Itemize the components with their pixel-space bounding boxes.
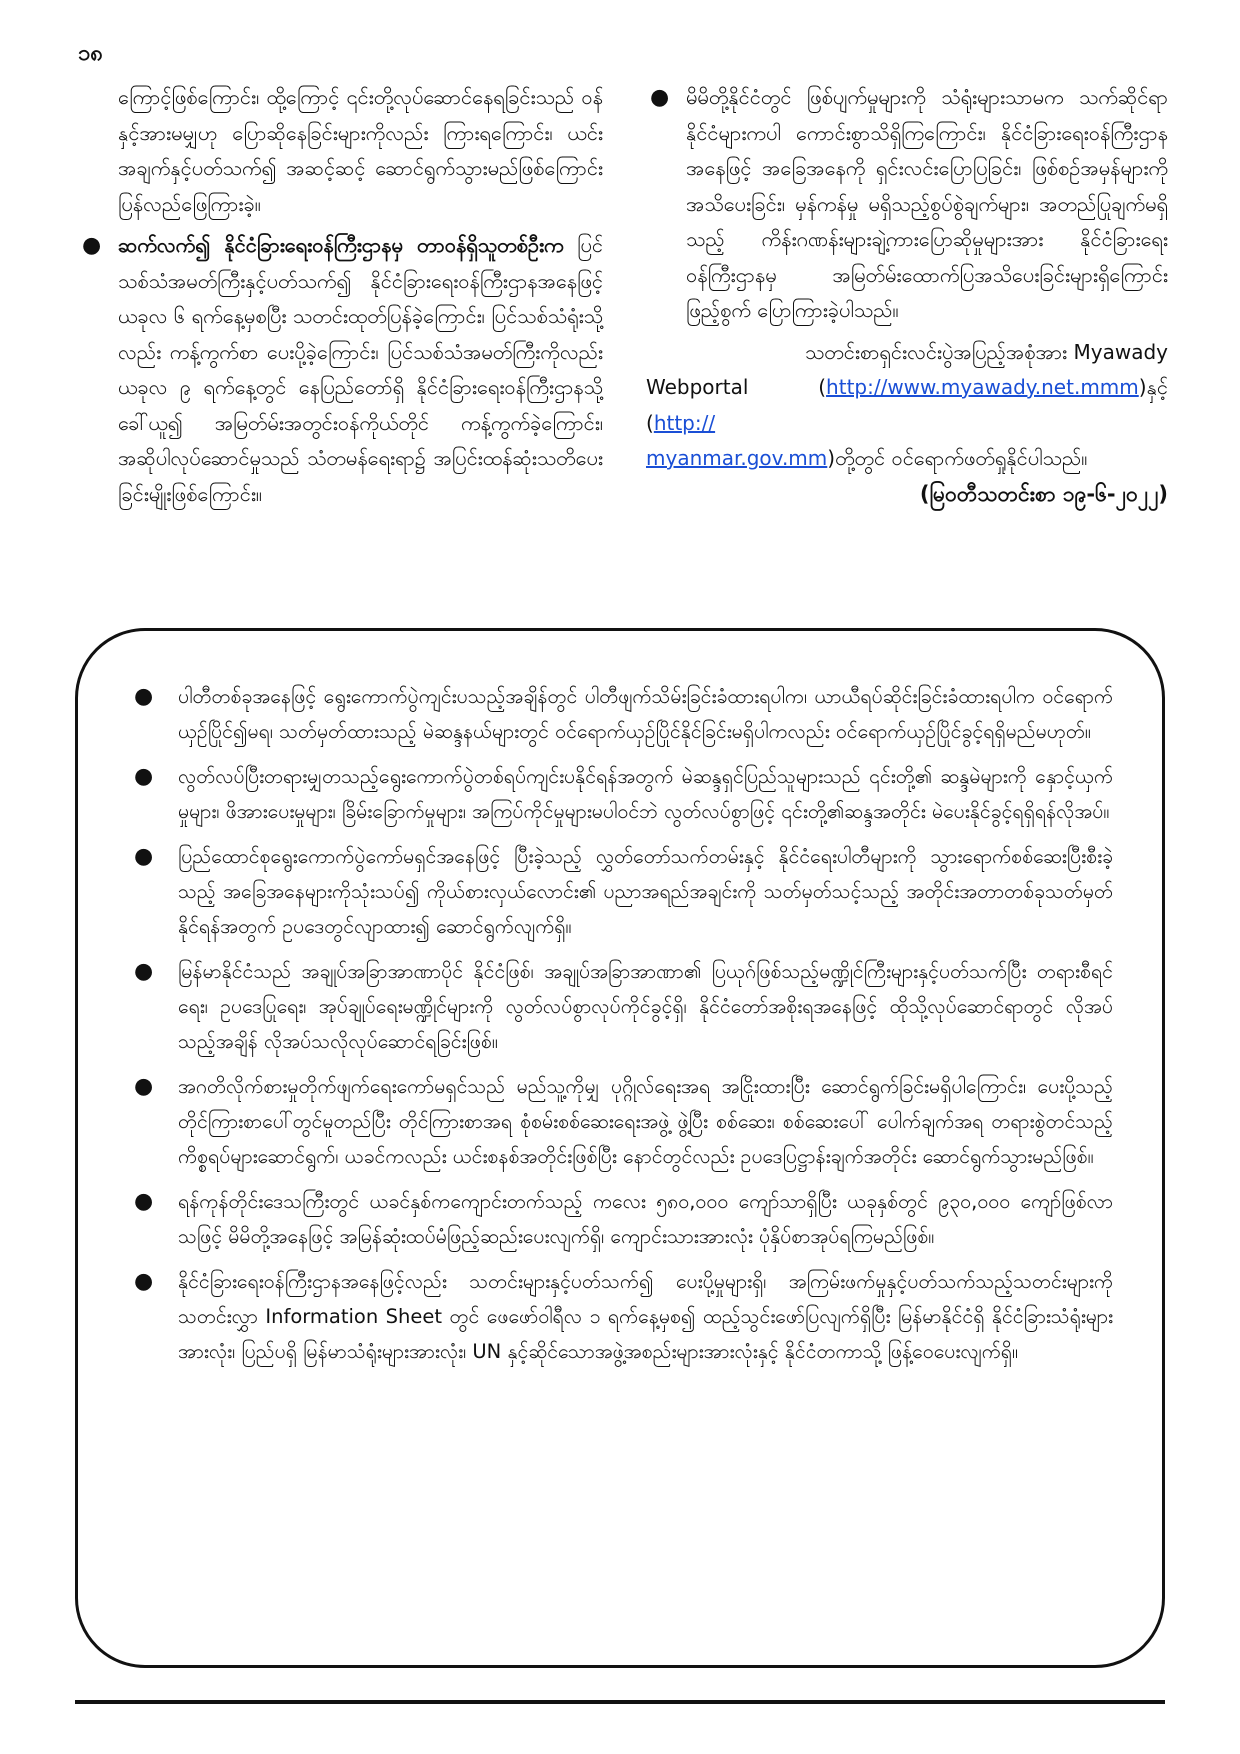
bullet-icon: ● (134, 764, 154, 789)
left-bullet-bold-lead: ဆက်လက်၍ နိုင်ငံခြားရေးဝန်ကြီးဌာနမှ တာဝန်ရှိသူတစ်ဦးက (118, 233, 564, 257)
summary-item-text: လွတ်လပ်ပြီးတရားမျှတသည့်ရွေးကောက်ပွဲတစ်ရပ်ကျင်းပနိုင်ရန်အတွက် မဲဆန္ဒရှင်ပြည်သူများသည် ၎င်းတို့၏ ဆန္ဒမဲများကို နှောင့်ယှက်မှုများ၊ ဖိအားပေးမှုများ၊ ခြိမ်းခြောက်မှုများ၊ အကြပ်ကိုင်မှုများမပါဝင်ဘဲ လွတ်လပ်စွာဖြင့် ၎င်းတို့၏ဆန္ဒအတိုင်း မဲပေးနိုင်ခွင့်ရရှိရန်လိုအပ်။ (178, 765, 1113, 823)
summary-item-text: ရန်ကုန်တိုင်းဒေသကြီးတွင် ယခင်နှစ်ကကျောင်းတက်သည့် ကလေး ၅၈၀,၀၀၀ ကျော်သာရှိပြီး ယခုနှစ်တွင် ၉၃၀,၀၀၀ ကျော်ဖြစ်လာသဖြင့် မိမိတို့အနေဖြင့် အမြန်ဆုံးထပ်မံဖြည့်ဆည်းပေးလျက်ရှိ၊ ကျောင်းသားအားလုံး ပုံနှိပ်စာအုပ်ရကြမည်ဖြစ်။ (178, 1190, 1113, 1248)
summary-item-text: ပြည်ထောင်စုရွေးကောက်ပွဲကော်မရှင်အနေဖြင့် ပြီးခဲ့သည့် လွှတ်တော်သက်တမ်းနှင့် နိုင်ငံရေးပါတီများကို သွားရောက်စစ်ဆေးပြီးစီးခဲ့သည့် အခြေအနေများကိုသုံးသပ်၍ ကိုယ်စားလှယ်လောင်း၏ ပညာအရည်အချင်းကို သတ်မှတ်သင့်သည့် အတိုင်းအတာတစ်ခုသတ်မှတ်နိုင်ရန်အတွက် ဥပဒေတွင်လျာထား၍ ဆောင်ရွက်လျက်ရှိ။ (178, 845, 1113, 938)
bullet-icon: ● (134, 684, 154, 709)
summary-item (128, 1184, 1113, 1254)
summary-item (128, 759, 1113, 829)
summary-item (128, 1069, 1113, 1174)
bullet-icon: ● (134, 959, 154, 984)
web-reference-line (646, 370, 1168, 477)
gov-link-part2[interactable]: myanmar.gov.mm (646, 446, 828, 470)
bullet-icon: ● (134, 844, 154, 869)
bullet-icon: ● (134, 1269, 154, 1294)
left-intro-paragraph: ကြောင့်ဖြစ်ကြောင်း၊ ထို့ကြောင့် ၎င်းတို့လုပ်ဆောင်နေရခြင်းသည် ဝန်နှင့်အားမမျှဟု ပြောဆိုနေခြင်းများကိုလည်း ကြားရကြောင်း၊ ယင်းအချက်နှင့်ပတ်သက်၍ အဆင့်ဆင့် ဆောင်ရွက်သွားမည်ဖြစ်ကြောင်း ပြန်လည်ဖြေကြားခဲ့။ (118, 85, 603, 216)
summary-item (128, 679, 1113, 749)
left-column (78, 80, 603, 518)
bullet-icon: ● (650, 85, 670, 110)
summary-item-text: အဂတိလိုက်စားမှုတိုက်ဖျက်ရေးကော်မရှင်သည် မည်သူ့ကိုမျှ ပုဂ္ဂိုလ်ရေးအရ အငြိုးထားပြီး ဆောင်ရွက်ခြင်းမရှိပါကြောင်း၊ ပေးပို့သည့်တိုင်ကြားစာပေါ်တွင်မူတည်ပြီး တိုင်ကြားစာအရ စုံစမ်းစစ်ဆေးရေးအဖွဲ့ ဖွဲ့ပြီး စစ်ဆေး၊ စစ်ဆေးပေါ် ပေါက်ချက်အရ တရားစွဲတင်သည့် ကိစ္စရပ်များဆောင်ရွက်၊ ယခင်ကလည်း ယင်းစနစ်အတိုင်းဖြစ်ပြီး နောင်တွင်လည်း ဥပဒေပြဋ္ဌာန်းချက်အတိုင်း ဆောင်ရွက်သွားမည်ဖြစ်။ (178, 1075, 1113, 1168)
bullet-icon: ● (134, 1074, 154, 1099)
web-prefix: Webportal ( (646, 375, 827, 399)
summary-box (75, 628, 1165, 1668)
bullet-icon: ● (82, 233, 102, 258)
gov-link-part1[interactable]: http:// (653, 410, 716, 435)
two-column-article (78, 80, 1168, 600)
left-bullet-text: ပြင်သစ်သံအမတ်ကြီးနှင့်ပတ်သက်၍ နိုင်ငံခြားရေးဝန်ကြီးဌာနအနေဖြင့် ယခုလ ၆ ရက်နေ့မှစပြီး သတင်းထုတ်ပြန်ခဲ့ကြောင်း၊ ပြင်သစ်သံရုံးသို့လည်း ကန့်ကွက်စာ ပေးပို့ခဲ့ကြောင်း၊ ပြင်သစ်သံအမတ်ကြီးကိုလည်း ယခုလ ၉ ရက်နေ့တွင် နေပြည်တော်ရှိ နိုင်ငံခြားရေးဝန်ကြီးဌာနသို့ ခေါ်ယူ၍ အမြတ်မ်းအတွင်းဝန်ကိုယ်တိုင် ကန့်ကွက်ခဲ့ကြောင်း၊ အဆိုပါလုပ်ဆောင်မှုသည် သံတမန်ရေးရာ၌ အပြင်းထန်ဆုံးသတိပေးခြင်းမျိုးဖြစ်ကြောင်း။ (118, 233, 603, 506)
left-bullet-item (78, 228, 603, 512)
summary-item (128, 1264, 1113, 1369)
closing-paragraph: သတင်းစာရှင်းလင်းပွဲအပြည့်အစုံအား Myawady (804, 339, 1168, 364)
source-citation: (မြဝတီသတင်းစာ ၁၉-၆-၂၀၂၂) (919, 481, 1168, 506)
page-number: ၁၈ (78, 41, 103, 66)
summary-item (128, 839, 1113, 944)
right-bullet-text: မိမိတို့နိုင်ငံတွင် ဖြစ်ပျက်မှုများကို သံရုံးများသာမက သက်ဆိုင်ရာနိုင်ငံများကပါ ကောင်းစွာသိရှိကြကြောင်း၊ နိုင်ငံခြားရေးဝန်ကြီးဌာနအနေဖြင့် အခြေအနေကို ရှင်းလင်းပြောပြခြင်း၊ ဖြစ်စဉ်အမှန်များကိုအသိပေးခြင်း၊ မှန်ကန်မှု မရှိသည့်စွပ်စွဲချက်များ၊ အတည်ပြုချက်မရှိသည့် ကိန်းဂဏန်းများချဲ့ကားပြောဆိုမှုများအား နိုင်ငံခြားရေးဝန်ကြီးဌာနမှ အမြတ်မ်းထောက်ပြအသိပေးခြင်းများရှိကြောင်း ဖြည့်စွက် ပြောကြားခဲ့ပါသည်။ (686, 85, 1168, 322)
right-column (646, 80, 1168, 518)
right-bullet-item (646, 80, 1168, 329)
myawady-link[interactable]: http://www.myawady.net.mmm (826, 375, 1139, 399)
web-suffix: )တို့တွင် ဝင်ရောက်ဖတ်ရှုနိုင်ပါသည်။ (827, 446, 1088, 470)
summary-item-text: မြန်မာနိုင်ငံသည် အချုပ်အခြာအာဏာပိုင် နိုင်ငံဖြစ်၊ အချုပ်အခြာအာဏာ၏ ပြယုဂ်ဖြစ်သည့်မဏ္ဍိုင်ကြီးများနှင့်ပတ်သက်ပြီး တရားစီရင်ရေး၊ ဥပဒေပြုရေး၊ အုပ်ချုပ်ရေးမဏ္ဍိုင်များကို လွတ်လပ်စွာလုပ်ကိုင်ခွင့်ရှိ၊ နိုင်ငံတော်အစိုးရအနေဖြင့် ထိုသို့လုပ်ဆောင်ရာတွင် လိုအပ်သည့်အချိန် လိုအပ်သလိုလုပ်ဆောင်ရခြင်းဖြစ်။ (178, 960, 1113, 1053)
summary-item-text: ပါတီတစ်ခုအနေဖြင့် ရွေးကောက်ပွဲကျင်းပသည့်အချိန်တွင် ပါတီဖျက်သိမ်းခြင်းခံထားရပါက၊ ယာယီရပ်ဆိုင်းခြင်းခံထားရပါက ဝင်ရောက်ယှဉ်ပြိုင်၍မရ၊ သတ်မှတ်ထားသည့် မဲဆန္ဒနယ်များတွင် ဝင်ရောက်ယှဉ်ပြိုင်နိုင်ခြင်းမရှိပါကလည်း ဝင်ရောက်ယှဉ်ပြိုင်ခွင့်ရရှိမည်မဟုတ်။ (178, 685, 1113, 743)
bullet-icon: ● (134, 1189, 154, 1214)
footer-divider (75, 1700, 1165, 1704)
summary-list (128, 679, 1113, 1379)
summary-item-text: နိုင်ငံခြားရေးဝန်ကြီးဌာနအနေဖြင့်လည်း သတင်းများနှင့်ပတ်သက်၍ ပေးပို့မှုများရှိ၊ အကြမ်းဖက်မှုနှင့်ပတ်သက်သည့်သတင်းများကို သတင်းလွှာ Information Sheet တွင် ဖေဖော်ဝါရီလ ၁ ရက်နေ့မှစ၍ ထည့်သွင်းဖော်ပြလျက်ရှိပြီး မြန်မာနိုင်ငံရှိ နိုင်ငံခြားသံရုံးများအားလုံး၊ ပြည်ပရှိ မြန်မာသံရုံးများအားလုံး၊ UN နှင့်ဆိုင်သောအဖွဲ့အစည်းများအားလုံးနှင့် နိုင်ငံတကာသို့ ဖြန့်ဝေပေးလျက်ရှိ။ (178, 1270, 1113, 1363)
summary-item (128, 954, 1113, 1059)
web-mid: )နှင့် ( (646, 375, 1168, 435)
